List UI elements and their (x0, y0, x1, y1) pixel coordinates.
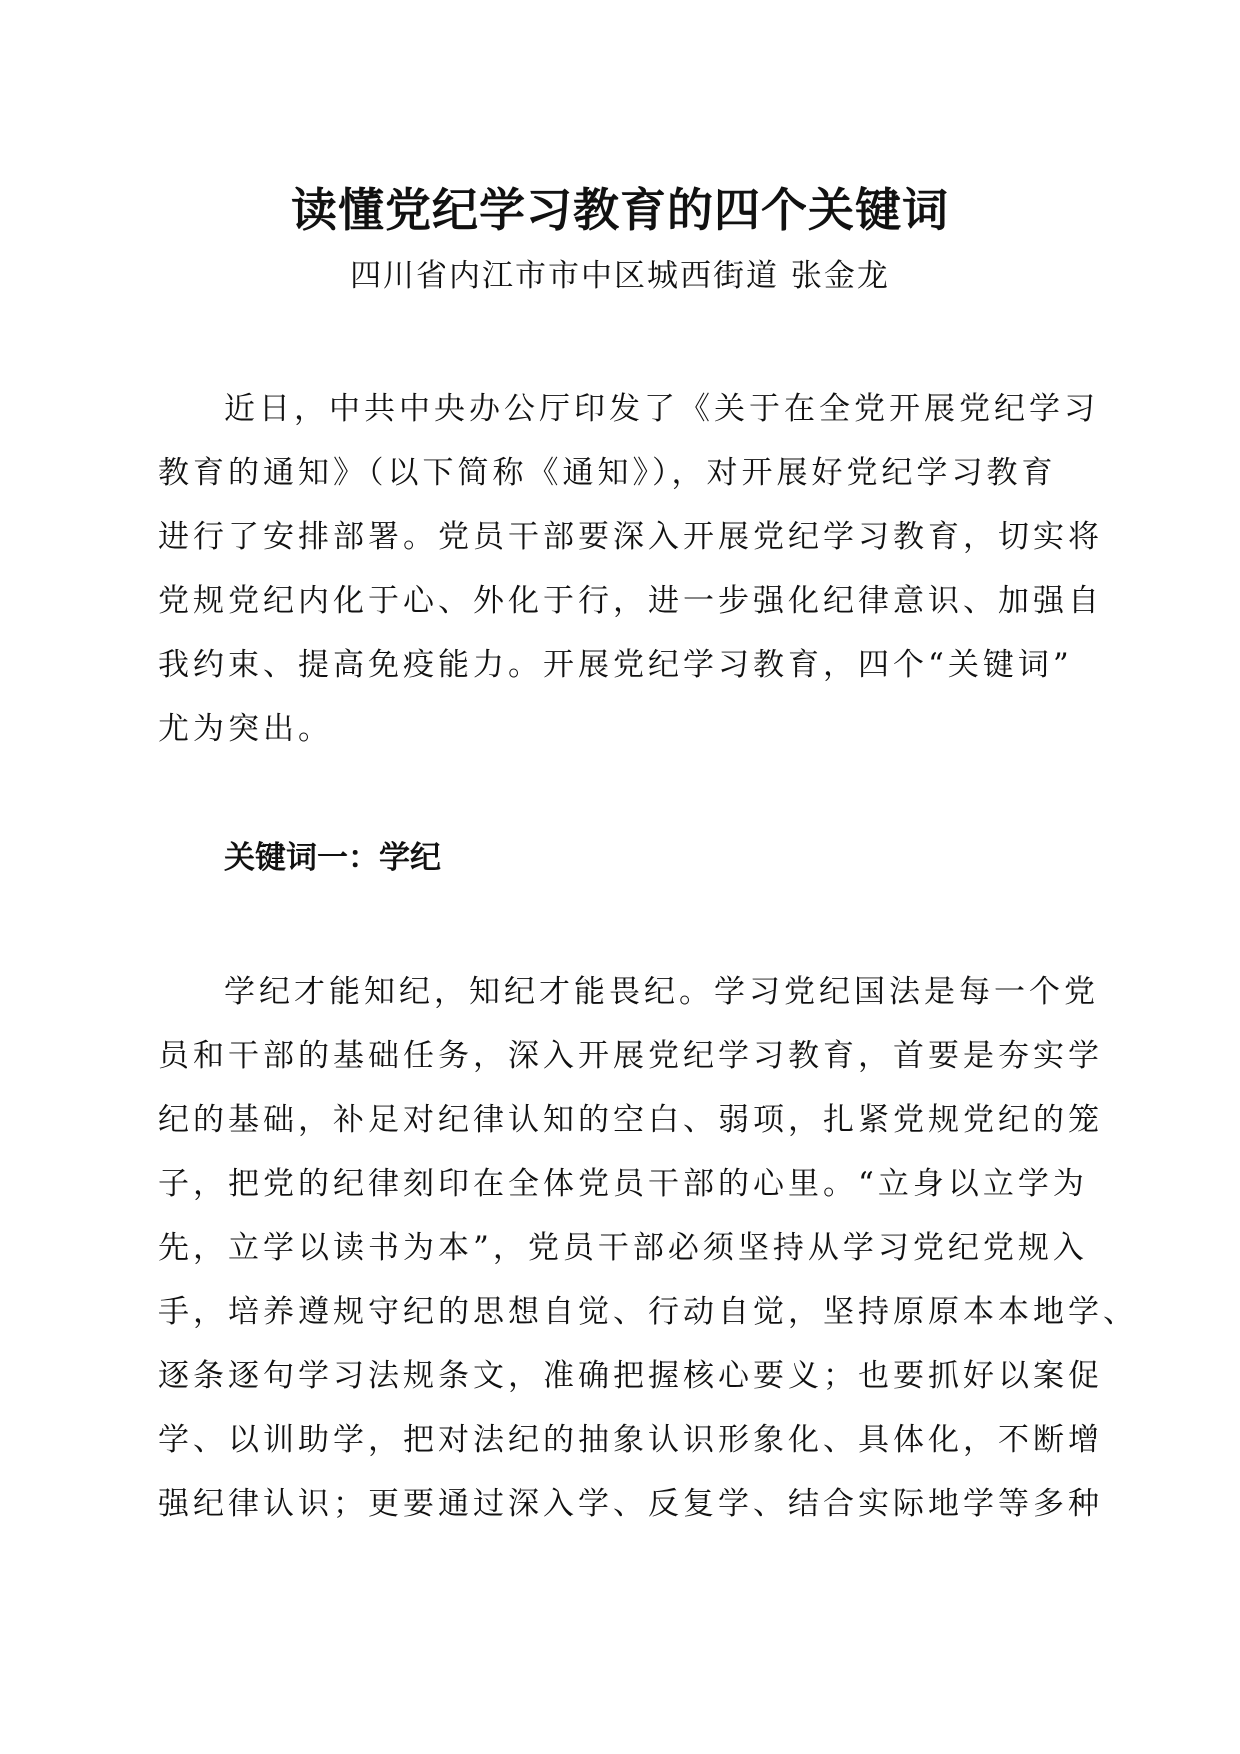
section-paragraph (158, 960, 1138, 1536)
author-byline: 四川省内江市市中区城西街道 张金龙 (350, 258, 890, 294)
paragraph-line: 进行了安排部署。党员干部要深入开展党纪学习教育，切实将 (158, 519, 1103, 555)
paragraph-line: 子，把党的纪律刻印在全体党员干部的心里。“立身以立学为 (158, 1166, 1088, 1202)
paragraph-line: 员和干部的基础任务，深入开展党纪学习教育，首要是夯实学 (158, 1038, 1103, 1074)
paragraph-line: 纪的基础，补足对纪律认知的空白、弱项，扎紧党规党纪的笼 (158, 1102, 1103, 1138)
intro-paragraph (158, 377, 1103, 761)
paragraph-line: 先，立学以读书为本”，党员干部必须坚持从学习党纪党规入 (158, 1230, 1088, 1266)
section-heading: 关键词一：学纪 (224, 840, 441, 876)
paragraph-line: 逐条逐句学习法规条文，准确把握核心要义；也要抓好以案促 (158, 1358, 1103, 1394)
document-title: 读懂党纪学习教育的四个关键词 (291, 183, 949, 237)
paragraph-line: 手，培养遵规守纪的思想自觉、行动自觉，坚持原原本本地学、 (158, 1294, 1138, 1330)
paragraph-line: 学纪才能知纪，知纪才能畏纪。学习党纪国法是每一个党 (224, 974, 1099, 1010)
paragraph-line: 近日，中共中央办公厅印发了《关于在全党开展党纪学习 (224, 391, 1099, 427)
paragraph-line: 我约束、提高免疫能力。开展党纪学习教育，四个“关键词” (158, 647, 1073, 683)
paragraph-line: 学、以训助学，把对法纪的抽象认识形象化、具体化，不断增 (158, 1422, 1103, 1458)
paragraph-line: 强纪律认识；更要通过深入学、反复学、结合实际地学等多种 (158, 1486, 1103, 1522)
paragraph-line: 党规党纪内化于心、外化于行，进一步强化纪律意识、加强自 (158, 583, 1103, 619)
paragraph-line: 尤为突出。 (158, 711, 333, 747)
paragraph-line: 教育的通知》（以下简称《通知》），对开展好党纪学习教育 (158, 455, 1057, 491)
